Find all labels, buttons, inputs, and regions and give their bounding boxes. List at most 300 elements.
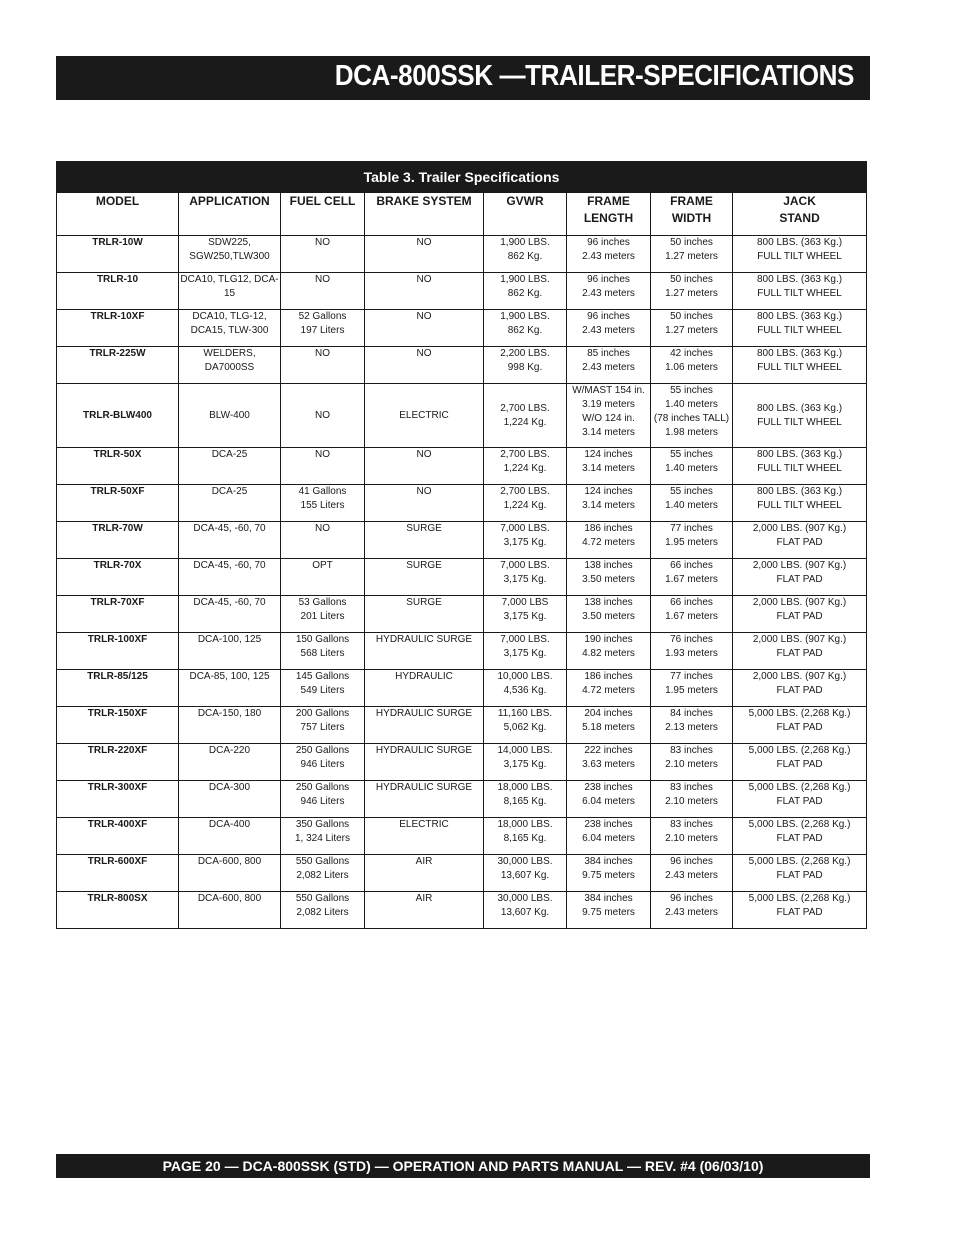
- cell-line: WELDERS,: [203, 348, 256, 359]
- model-cell: TRLR-600XF: [57, 855, 179, 892]
- cell-line: 384 inches: [584, 856, 633, 867]
- cell-line: 10,000 LBS.: [497, 671, 553, 682]
- fuel-cell-cell: [281, 670, 365, 707]
- cell-line: DCA10, TLG-12,: [192, 311, 267, 322]
- table-row: [57, 855, 867, 892]
- cell-line: 53 Gallons: [298, 597, 347, 608]
- cell-line: DCA-100, 125: [197, 634, 262, 645]
- model-cell: TRLR-50X: [57, 448, 179, 485]
- cell-line: 350 Gallons: [295, 819, 350, 830]
- table-row: [57, 236, 867, 273]
- gvwr-cell: [484, 855, 567, 892]
- jack-stand-cell: [733, 273, 867, 310]
- column-header: [57, 193, 179, 236]
- table-caption: Table 3. Trailer Specifications: [57, 162, 867, 193]
- gvwr-cell: [484, 707, 567, 744]
- fuel-cell-cell: [281, 522, 365, 559]
- fuel-cell-cell: [281, 596, 365, 633]
- trailer-specifications-table: [56, 161, 867, 929]
- application-cell: [179, 522, 281, 559]
- column-header-line: WIDTH: [671, 211, 712, 225]
- cell-line: 3,175 Kg.: [503, 611, 547, 622]
- table-row: [57, 670, 867, 707]
- cell-line: 2,000 LBS. (907 Kg.): [752, 597, 847, 608]
- gvwr-cell: [484, 485, 567, 522]
- model-cell: TRLR-10W: [57, 236, 179, 273]
- cell-line: 1.93 meters: [665, 648, 718, 659]
- cell-line: 2,000 LBS. (907 Kg.): [752, 671, 847, 682]
- frame-width-cell: [651, 347, 733, 384]
- frame-width-cell: [651, 818, 733, 855]
- model-cell: TRLR-70X: [57, 559, 179, 596]
- cell-line: 862 Kg.: [507, 325, 543, 336]
- application-cell: [179, 781, 281, 818]
- model-cell: TRLR-10XF: [57, 310, 179, 347]
- cell-line: 42 inches: [670, 348, 713, 359]
- cell-line: 7,000 LBS.: [500, 634, 550, 645]
- table-row: [57, 633, 867, 670]
- cell-line: 201 Liters: [300, 611, 345, 622]
- cell-line: 11,160 LBS.: [497, 708, 553, 719]
- table-row: [57, 485, 867, 522]
- cell-line: 2,200 LBS.: [500, 348, 550, 359]
- cell-line: SDW225,: [208, 237, 251, 248]
- cell-line: 2,000 LBS. (907 Kg.): [752, 523, 847, 534]
- jack-stand-cell: [733, 485, 867, 522]
- cell-line: 77 inches: [670, 671, 713, 682]
- cell-line: 83 inches: [670, 745, 713, 756]
- cell-line: DCA-300: [208, 782, 251, 793]
- gvwr-cell: [484, 744, 567, 781]
- brake-system-cell: NO: [365, 273, 484, 310]
- cell-line: 83 inches: [670, 782, 713, 793]
- model-cell: TRLR-300XF: [57, 781, 179, 818]
- brake-system-cell: HYDRAULIC SURGE: [365, 744, 484, 781]
- frame-length-cell: [567, 310, 651, 347]
- cell-line: 96 inches: [587, 237, 630, 248]
- frame-width-cell: [651, 707, 733, 744]
- cell-line: 3,175 Kg.: [503, 648, 547, 659]
- cell-line: 1.98 meters: [665, 427, 718, 438]
- cell-line: W/MAST 154 in.: [572, 385, 645, 396]
- frame-length-cell: [567, 744, 651, 781]
- cell-line: FLAT PAD: [776, 574, 823, 585]
- cell-line: 3.14 meters: [582, 500, 635, 511]
- cell-line: 96 inches: [587, 274, 630, 285]
- application-cell: [179, 744, 281, 781]
- cell-line: 5,000 LBS. (2,268 Kg.): [748, 893, 851, 904]
- cell-line: 250 Gallons: [295, 782, 350, 793]
- cell-line: 5,062 Kg.: [503, 722, 547, 733]
- gvwr-cell: [484, 670, 567, 707]
- cell-line: 2.10 meters: [665, 833, 718, 844]
- cell-line: DCA-25: [211, 449, 248, 460]
- model-cell: TRLR-10: [57, 273, 179, 310]
- table-row: [57, 522, 867, 559]
- brake-system-cell: NO: [365, 310, 484, 347]
- cell-line: 77 inches: [670, 523, 713, 534]
- cell-line: 800 LBS. (363 Kg.): [757, 486, 843, 497]
- cell-line: 1.40 meters: [665, 463, 718, 474]
- cell-line: 155 Liters: [300, 500, 345, 511]
- cell-line: 6.04 meters: [582, 833, 635, 844]
- application-cell: [179, 670, 281, 707]
- fuel-cell-cell: [281, 236, 365, 273]
- cell-line: 41 Gallons: [298, 486, 347, 497]
- cell-line: FLAT PAD: [776, 648, 823, 659]
- jack-stand-cell: [733, 670, 867, 707]
- cell-line: FLAT PAD: [776, 759, 823, 770]
- fuel-cell-cell: [281, 781, 365, 818]
- application-cell: [179, 855, 281, 892]
- fuel-cell-cell: [281, 892, 365, 929]
- frame-width-cell: [651, 744, 733, 781]
- frame-width-cell: [651, 670, 733, 707]
- cell-line: 8,165 Kg.: [503, 833, 547, 844]
- fuel-cell-cell: [281, 633, 365, 670]
- cell-line: 1.95 meters: [665, 537, 718, 548]
- column-header: [484, 193, 567, 236]
- fuel-cell-cell: [281, 485, 365, 522]
- cell-line: 5,000 LBS. (2,268 Kg.): [748, 708, 851, 719]
- cell-line: 2,700 LBS.: [500, 449, 550, 460]
- application-cell: [179, 633, 281, 670]
- frame-width-cell: [651, 633, 733, 670]
- frame-width-cell: [651, 310, 733, 347]
- fuel-cell-cell: [281, 818, 365, 855]
- brake-system-cell: SURGE: [365, 522, 484, 559]
- column-header: [365, 193, 484, 236]
- gvwr-cell: [484, 781, 567, 818]
- brake-system-cell: NO: [365, 448, 484, 485]
- model-cell: TRLR-50XF: [57, 485, 179, 522]
- fuel-cell-cell: [281, 707, 365, 744]
- gvwr-cell: [484, 892, 567, 929]
- cell-line: BLW-400: [209, 409, 250, 421]
- cell-line: 96 inches: [670, 893, 713, 904]
- gvwr-cell: [484, 448, 567, 485]
- cell-line: NO: [315, 409, 330, 421]
- brake-system-cell: HYDRAULIC SURGE: [365, 781, 484, 818]
- jack-stand-cell: [733, 310, 867, 347]
- cell-line: 4.82 meters: [582, 648, 635, 659]
- gvwr-cell: [484, 596, 567, 633]
- cell-line: NO: [315, 449, 330, 460]
- cell-line: 84 inches: [670, 708, 713, 719]
- cell-line: 1,900 LBS.: [500, 311, 550, 322]
- column-header: [651, 193, 733, 236]
- cell-line: 1,224 Kg.: [503, 463, 547, 474]
- jack-stand-cell: [733, 633, 867, 670]
- table-row: [57, 892, 867, 929]
- fuel-cell-cell: [281, 347, 365, 384]
- frame-width-cell: [651, 384, 733, 448]
- cell-line: 5.18 meters: [582, 722, 635, 733]
- cell-line: 7,000 LBS: [501, 597, 549, 608]
- column-header: [733, 193, 867, 236]
- frame-length-cell: [567, 633, 651, 670]
- cell-line: FLAT PAD: [776, 722, 823, 733]
- cell-line: 6.04 meters: [582, 796, 635, 807]
- cell-line: 3,175 Kg.: [503, 574, 547, 585]
- cell-line: DCA-45, -60, 70: [193, 597, 266, 608]
- cell-line: 18,000 LBS.: [497, 782, 553, 793]
- cell-line: DCA-25: [211, 486, 248, 497]
- cell-line: FLAT PAD: [776, 870, 823, 881]
- model-cell: TRLR-70W: [57, 522, 179, 559]
- column-header-line: FRAME: [670, 194, 713, 208]
- gvwr-cell: [484, 310, 567, 347]
- table-row: [57, 310, 867, 347]
- model-cell: TRLR-225W: [57, 347, 179, 384]
- cell-line: 30,000 LBS.: [497, 856, 553, 867]
- cell-line: NO: [315, 523, 330, 534]
- cell-line: 2.43 meters: [582, 251, 635, 262]
- gvwr-cell: [484, 522, 567, 559]
- jack-stand-cell: [733, 596, 867, 633]
- brake-system-cell: SURGE: [365, 596, 484, 633]
- cell-line: 55 inches: [670, 486, 713, 497]
- cell-line: 7,000 LBS.: [500, 523, 550, 534]
- model-cell: TRLR-100XF: [57, 633, 179, 670]
- cell-line: FULL TILT WHEEL: [757, 362, 842, 373]
- fuel-cell-cell: [281, 448, 365, 485]
- gvwr-cell: [484, 818, 567, 855]
- cell-line: 238 inches: [584, 782, 633, 793]
- cell-line: 550 Gallons: [295, 893, 350, 904]
- frame-width-cell: [651, 596, 733, 633]
- table-row: [57, 596, 867, 633]
- cell-line: 7,000 LBS.: [500, 560, 550, 571]
- cell-line: NO: [315, 237, 330, 248]
- frame-length-cell: [567, 818, 651, 855]
- cell-line: 2.43 meters: [582, 325, 635, 336]
- frame-width-cell: [651, 522, 733, 559]
- column-header-line: JACK: [783, 194, 816, 208]
- cell-line: NO: [315, 274, 330, 285]
- cell-line: (78 inches TALL): [653, 413, 730, 424]
- column-header-line: LENGTH: [583, 211, 634, 225]
- cell-line: 2.43 meters: [582, 362, 635, 373]
- cell-line: 384 inches: [584, 893, 633, 904]
- column-header: [281, 193, 365, 236]
- cell-line: 3.50 meters: [582, 611, 635, 622]
- brake-system-cell: HYDRAULIC SURGE: [365, 633, 484, 670]
- cell-line: FLAT PAD: [776, 611, 823, 622]
- model-cell: TRLR-220XF: [57, 744, 179, 781]
- cell-line: DCA-85, 100, 125: [189, 671, 270, 682]
- table-row: [57, 347, 867, 384]
- cell-line: DCA-600, 800: [197, 893, 262, 904]
- cell-line: 3,175 Kg.: [503, 759, 547, 770]
- brake-system-cell: ELECTRIC: [365, 818, 484, 855]
- cell-line: FLAT PAD: [776, 796, 823, 807]
- cell-line: 4.72 meters: [582, 537, 635, 548]
- cell-line: 5,000 LBS. (2,268 Kg.): [748, 856, 851, 867]
- cell-line: 3.14 meters: [582, 463, 635, 474]
- application-cell: [179, 310, 281, 347]
- cell-line: 2.43 meters: [582, 288, 635, 299]
- cell-line: 1.27 meters: [665, 325, 718, 336]
- application-cell: [179, 485, 281, 522]
- gvwr-cell: [484, 633, 567, 670]
- cell-line: 1.67 meters: [665, 611, 718, 622]
- cell-line: 204 inches: [584, 708, 633, 719]
- cell-line: DCA-45, -60, 70: [193, 560, 266, 571]
- cell-line: 66 inches: [670, 597, 713, 608]
- cell-line: 800 LBS. (363 Kg.): [757, 274, 843, 285]
- cell-line: 757 Liters: [300, 722, 345, 733]
- cell-line: 800 LBS. (363 Kg.): [757, 237, 843, 248]
- cell-line: 2.43 meters: [665, 907, 718, 918]
- frame-length-cell: [567, 670, 651, 707]
- application-cell: [179, 596, 281, 633]
- cell-line: 1,224 Kg.: [503, 500, 547, 511]
- cell-line: 862 Kg.: [507, 251, 543, 262]
- frame-length-cell: [567, 384, 651, 448]
- cell-line: 145 Gallons: [295, 671, 350, 682]
- frame-width-cell: [651, 485, 733, 522]
- cell-line: 1, 324 Liters: [294, 833, 351, 844]
- brake-system-cell: NO: [365, 236, 484, 273]
- cell-line: 549 Liters: [300, 685, 345, 696]
- cell-line: FULL TILT WHEEL: [757, 325, 842, 336]
- cell-line: 18,000 LBS.: [497, 819, 553, 830]
- cell-line: 5,000 LBS. (2,268 Kg.): [748, 782, 851, 793]
- page-title: DCA-800SSK —TRAILER-SPECIFICATIONS: [334, 60, 854, 92]
- cell-line: 9.75 meters: [582, 907, 635, 918]
- cell-line: 2.13 meters: [665, 722, 718, 733]
- jack-stand-cell: [733, 522, 867, 559]
- cell-line: 190 inches: [584, 634, 633, 645]
- brake-system-cell: AIR: [365, 855, 484, 892]
- table-header-row: [57, 193, 867, 236]
- column-header-line: GVWR: [506, 194, 544, 208]
- brake-system-cell: AIR: [365, 892, 484, 929]
- application-cell: [179, 384, 281, 448]
- jack-stand-cell: [733, 384, 867, 448]
- gvwr-cell: [484, 559, 567, 596]
- cell-line: 50 inches: [670, 237, 713, 248]
- cell-line: 1.95 meters: [665, 685, 718, 696]
- cell-line: FULL TILT WHEEL: [757, 251, 842, 262]
- table-row: [57, 818, 867, 855]
- cell-line: 50 inches: [670, 311, 713, 322]
- frame-length-cell: [567, 522, 651, 559]
- cell-line: 2,082 Liters: [296, 907, 349, 918]
- frame-length-cell: [567, 892, 651, 929]
- cell-line: 250 Gallons: [295, 745, 350, 756]
- cell-line: FLAT PAD: [776, 907, 823, 918]
- cell-line: 1,224 Kg.: [503, 416, 547, 428]
- cell-line: DCA15, TLW-300: [190, 325, 269, 336]
- cell-line: 1.06 meters: [665, 362, 718, 373]
- fuel-cell-cell: [281, 384, 365, 448]
- cell-line: 124 inches: [584, 449, 633, 460]
- frame-length-cell: [567, 596, 651, 633]
- brake-system-cell: ELECTRIC: [365, 384, 484, 448]
- cell-line: NO: [315, 348, 330, 359]
- table-row: [57, 707, 867, 744]
- cell-line: 998 Kg.: [507, 362, 543, 373]
- cell-line: FULL TILT WHEEL: [757, 288, 842, 299]
- jack-stand-cell: [733, 347, 867, 384]
- cell-line: 96 inches: [587, 311, 630, 322]
- cell-line: 96 inches: [670, 856, 713, 867]
- column-header-line: MODEL: [95, 194, 140, 208]
- cell-line: 800 LBS. (363 Kg.): [757, 449, 843, 460]
- cell-line: 2,082 Liters: [296, 870, 349, 881]
- model-cell: TRLR-85/125: [57, 670, 179, 707]
- column-header: [567, 193, 651, 236]
- cell-line: 946 Liters: [300, 759, 345, 770]
- cell-line: 55 inches: [670, 385, 713, 396]
- cell-line: DCA10, TLG12, DCA-: [180, 274, 279, 285]
- frame-length-cell: [567, 347, 651, 384]
- column-header-line: BRAKE SYSTEM: [376, 194, 472, 208]
- cell-line: 76 inches: [670, 634, 713, 645]
- column-header: [179, 193, 281, 236]
- brake-system-cell: HYDRAULIC SURGE: [365, 707, 484, 744]
- cell-line: 13,607 Kg.: [500, 870, 550, 881]
- cell-line: 1.27 meters: [665, 288, 718, 299]
- table-row: [57, 744, 867, 781]
- frame-length-cell: [567, 273, 651, 310]
- table-row: [57, 448, 867, 485]
- table-row: [57, 781, 867, 818]
- cell-line: FLAT PAD: [776, 833, 823, 844]
- cell-line: 2,700 LBS.: [500, 402, 550, 414]
- cell-line: 4,536 Kg.: [503, 685, 547, 696]
- fuel-cell-cell: [281, 744, 365, 781]
- cell-line: 66 inches: [670, 560, 713, 571]
- cell-line: 550 Gallons: [295, 856, 350, 867]
- cell-line: FULL TILT WHEEL: [757, 500, 842, 511]
- cell-line: FULL TILT WHEEL: [757, 463, 842, 474]
- application-cell: [179, 273, 281, 310]
- model-cell: TRLR-800SX: [57, 892, 179, 929]
- cell-line: 222 inches: [584, 745, 633, 756]
- cell-line: DCA-220: [208, 745, 251, 756]
- jack-stand-cell: [733, 707, 867, 744]
- cell-line: 2.10 meters: [665, 759, 718, 770]
- application-cell: [179, 707, 281, 744]
- jack-stand-cell: [733, 559, 867, 596]
- cell-line: W/O 124 in.: [582, 413, 635, 424]
- jack-stand-cell: [733, 744, 867, 781]
- cell-line: 55 inches: [670, 449, 713, 460]
- cell-line: 8,165 Kg.: [503, 796, 547, 807]
- cell-line: 85 inches: [587, 348, 630, 359]
- jack-stand-cell: [733, 818, 867, 855]
- frame-length-cell: [567, 236, 651, 273]
- gvwr-cell: [484, 236, 567, 273]
- page-footer: PAGE 20 — DCA-800SSK (STD) — OPERATION AND PARTS MANUAL — REV. #4 (06/03/10): [56, 1154, 870, 1178]
- cell-line: 150 Gallons: [295, 634, 350, 645]
- cell-line: FULL TILT WHEEL: [757, 416, 842, 428]
- table-row: [57, 384, 867, 448]
- cell-line: 1.27 meters: [665, 251, 718, 262]
- application-cell: [179, 236, 281, 273]
- jack-stand-cell: [733, 855, 867, 892]
- cell-line: 5,000 LBS. (2,268 Kg.): [748, 745, 851, 756]
- application-cell: [179, 892, 281, 929]
- frame-width-cell: [651, 781, 733, 818]
- model-cell: TRLR-150XF: [57, 707, 179, 744]
- column-header-line: STAND: [779, 211, 820, 225]
- frame-width-cell: [651, 448, 733, 485]
- cell-line: 568 Liters: [300, 648, 345, 659]
